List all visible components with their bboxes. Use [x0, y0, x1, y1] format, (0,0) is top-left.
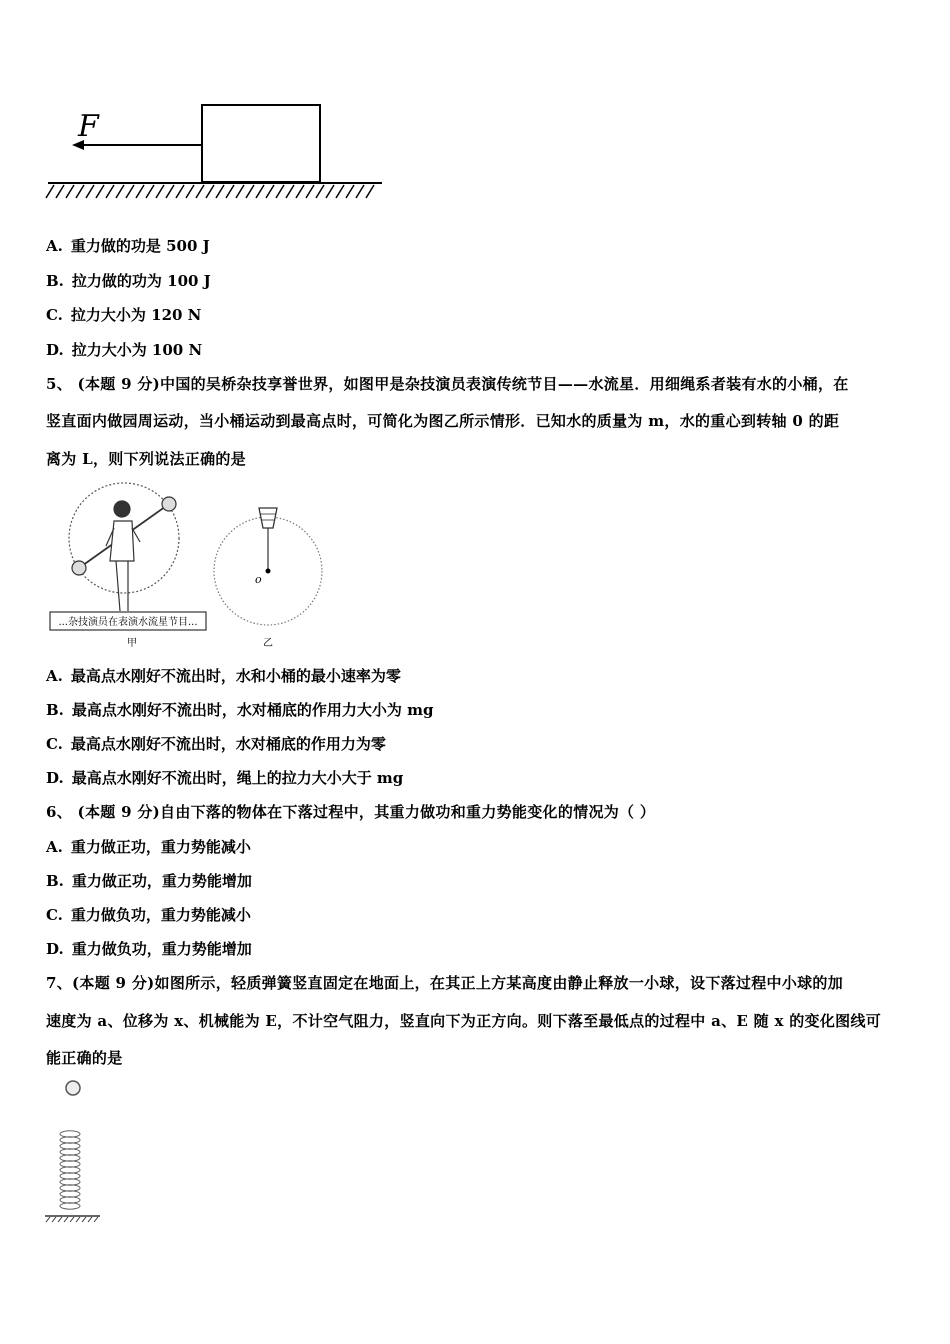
- center-label: o: [255, 573, 262, 586]
- bucket-top: [162, 497, 176, 511]
- q6-option-d: D. 重力做负功，重力势能增加: [46, 940, 252, 958]
- water-meteor-figure: [44, 476, 334, 651]
- q6-option-b: B. 重力做正功，重力势能增加: [46, 872, 252, 890]
- q6-option-a: A. 重力做正功，重力势能减小: [46, 838, 251, 856]
- force-block-figure: [44, 98, 389, 202]
- ball: [66, 1081, 80, 1095]
- q7-stem-line-1: 7、(本题 9 分)如图所示，轻质弹簧竖直固定在地面上，在其正上方某高度由静止释放一小球，设下落过程中小球的加: [46, 974, 844, 992]
- q5-option-b: B. 最高点水刚好不流出时，水对桶底的作用力大小为 mg: [46, 701, 434, 719]
- block: [202, 105, 320, 182]
- spring: [60, 1131, 80, 1209]
- q7-stem-line-2: 速度为 a、位移为 x、机械能为 E，不计空气阻力，竖直向下为正方向。则下落至最低点的过程中 a、E 随 x 的变化图线可: [46, 1012, 882, 1030]
- axis-point: [266, 569, 271, 574]
- q5-option-c: C. 最高点水刚好不流出时，水对桶底的作用力为零: [46, 735, 386, 753]
- q6-option-c: C. 重力做负功，重力势能减小: [46, 906, 251, 924]
- figure-label-jia: 甲: [127, 638, 137, 649]
- caption-box-text: ...杂技演员在表演水流星节目...: [58, 617, 198, 628]
- spring-ball-figure: [42, 1075, 106, 1225]
- force-label: F: [78, 109, 99, 144]
- q4-option-b: B. 拉力做的功为 100 J: [46, 272, 211, 290]
- q5-stem-line-2: 竖直面内做园周运动，当小桶运动到最高点时，可简化为图乙所示情形．已知水的质量为 m，水的重心到转轴 0 的距: [46, 412, 840, 430]
- q5-stem-line-3: 离为 L，则下列说法正确的是: [46, 450, 246, 468]
- figure-label-yi: 乙: [263, 638, 273, 649]
- q4-option-a: A. 重力做的功是 500 J: [46, 237, 210, 255]
- q5-option-a: A. 最高点水刚好不流出时，水和小桶的最小速率为零: [46, 667, 401, 685]
- bucket-bottom: [72, 561, 86, 575]
- q5-option-d: D. 最高点水刚好不流出时，绳上的拉力大小大于 mg: [46, 769, 404, 787]
- q7-stem-line-3: 能正确的是: [46, 1049, 123, 1067]
- q4-option-d: D. 拉力大小为 100 N: [46, 341, 203, 359]
- q6-stem: 6、 (本题 9 分)自由下落的物体在下落过程中，其重力做功和重力势能变化的情况为（ ）: [46, 803, 656, 821]
- q4-option-c: C. 拉力大小为 120 N: [46, 306, 202, 324]
- spring-base-hatching: [46, 1217, 98, 1222]
- bucket-simplified: [259, 508, 277, 528]
- performer: [106, 501, 140, 611]
- ground-hatching: [46, 185, 374, 198]
- q5-stem-line-1: 5、 (本题 9 分)中国的吴桥杂技享誉世界，如图甲是杂技演员表演传统节目——水流星．用细绳系者装有水的小桶，在: [46, 375, 849, 393]
